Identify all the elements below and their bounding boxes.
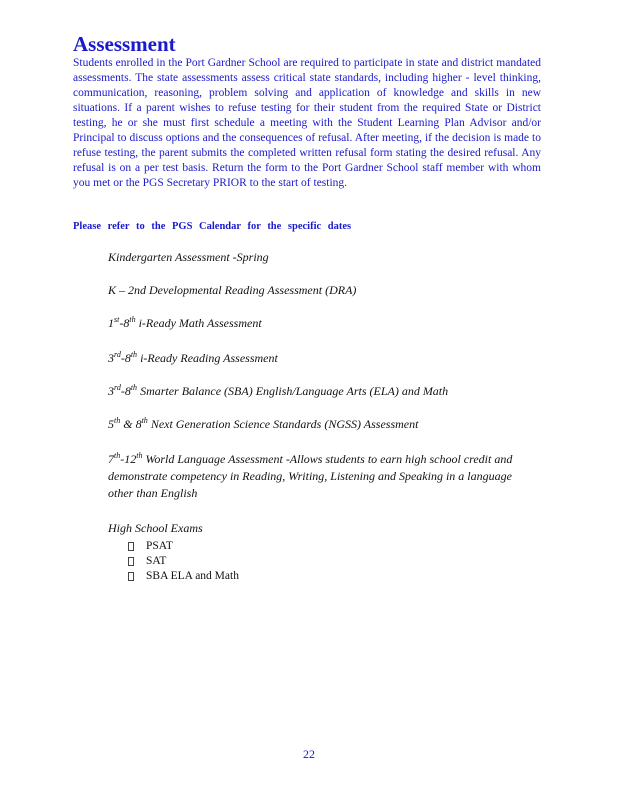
assessment-name: World Language Assessment -Allows students to earn high school credit and demonstrate competency in Reading, Writing, Listening and Speaking in a language other than English [108, 452, 513, 500]
grade-end: -8 [119, 316, 130, 330]
ordinal-suffix: th [136, 451, 143, 460]
ordinal-suffix: th [114, 416, 121, 425]
ordinal-suffix: st [114, 315, 120, 324]
list-item-high-school [108, 520, 528, 584]
grade-end: -8 [120, 384, 131, 398]
grade-start: 3 [108, 384, 114, 398]
grade-start: 3 [108, 351, 114, 365]
exam-label: SBA ELA and Math [146, 570, 239, 582]
assessment-name: Smarter Balance (SBA) English/Language Arts (ELA) and Math [137, 384, 449, 398]
ordinal-suffix: th [130, 383, 138, 392]
grade-end: -8 [120, 351, 131, 365]
ordinal-suffix: th [114, 451, 121, 460]
assessment-list [108, 249, 528, 584]
list-item-world-language [108, 451, 528, 502]
list-item-dra: K – 2nd Developmental Reading Assessment (DRA) [108, 283, 357, 297]
ordinal-suffix: th [141, 416, 148, 425]
bullet-icon [128, 542, 134, 551]
high-school-label: High School Exams [108, 521, 203, 535]
page-title: Assessment [73, 32, 176, 56]
list-item-sba [108, 383, 528, 400]
list-item-kindergarten: Kindergarten Assessment -Spring [108, 250, 269, 264]
grade-end: -12 [120, 452, 137, 466]
exam-item-sba [128, 569, 528, 584]
grade-start: 7 [108, 452, 114, 466]
grade-start: 1 [108, 316, 114, 330]
grade-end: & 8 [120, 417, 142, 431]
list-item-iready-math [108, 315, 528, 332]
bullet-icon [128, 572, 134, 581]
bullet-icon [128, 557, 134, 566]
page-number: 22 [303, 747, 315, 761]
assessment-name: Next Generation Science Standards (NGSS) Assessment [147, 417, 419, 431]
ordinal-suffix: rd [114, 350, 121, 359]
ordinal-suffix: rd [114, 383, 121, 392]
list-item-iready-reading [108, 350, 528, 367]
ordinal-suffix: th [130, 350, 138, 359]
assessment-name: i-Ready Math Assessment [135, 316, 262, 330]
exam-label: SAT [146, 555, 167, 567]
exam-item-psat [128, 539, 528, 554]
assessment-name: i-Ready Reading Assessment [137, 351, 278, 365]
exam-label: PSAT [146, 540, 173, 552]
high-school-exam-list [108, 539, 528, 584]
grade-start: 5 [108, 417, 114, 431]
ordinal-suffix: th [129, 315, 136, 324]
exam-item-sat [128, 554, 528, 569]
calendar-note: Please refer to the PGS Calendar for the specific dates [73, 221, 352, 232]
list-item-ngss [108, 416, 528, 433]
intro-paragraph: Students enrolled in the Port Gardner School are required to participate in state and district mandated assessments. The state assessments assess critical state standards, including higher - level thinking, communication, reasoning, problem solving and application of knowledge and skills in new situations. If a parent wishes to refuse testing for their student from the required State or District testing, he or she must first schedule a meeting with the Student Learning Plan Advisor and/or Principal to discuss options and the consequences of refusal. After meeting, if the decision is made to refuse testing, the parent submits the completed written refusal form stating the desired refusal. Any refusal is on a per test basis. Return the form to the Port Gardner School staff member with whom you met or the PGS Secretary PRIOR to the start of testing. [73, 57, 541, 189]
